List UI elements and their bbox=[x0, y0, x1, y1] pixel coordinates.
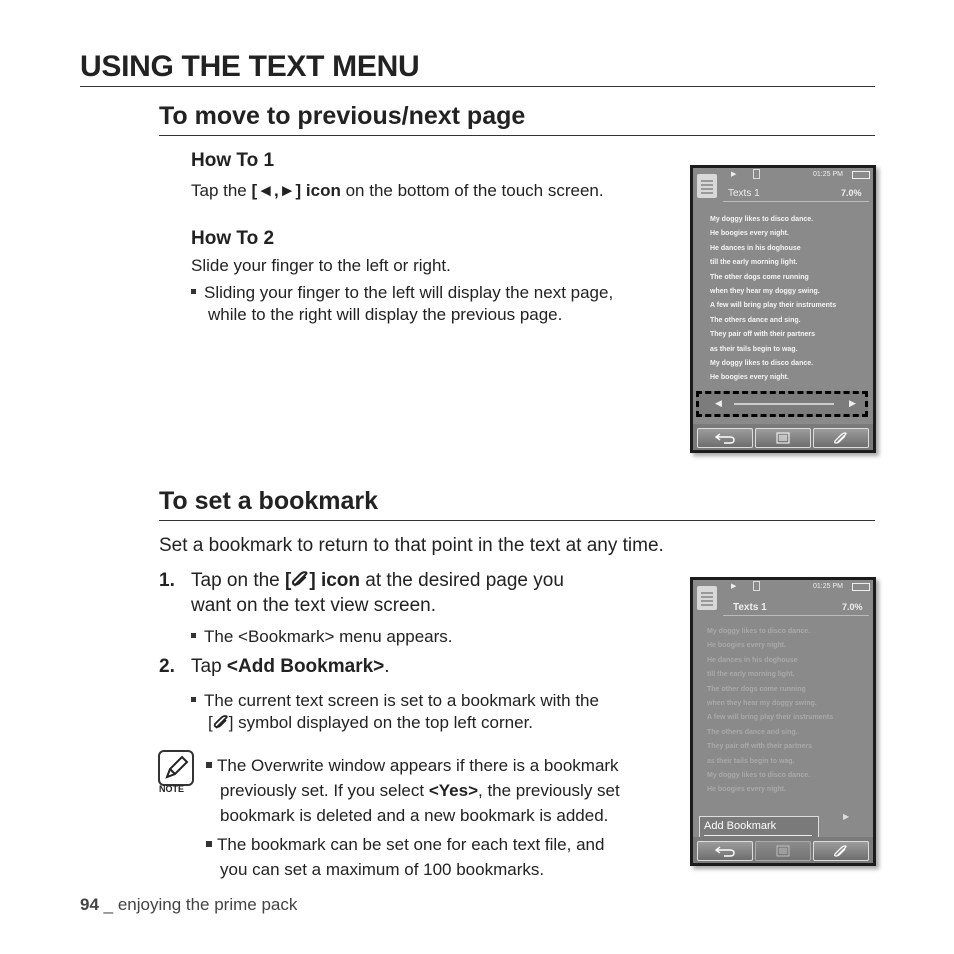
text-line: when they hear my doggy swing. bbox=[707, 700, 817, 708]
text-line: He dances in his doghouse bbox=[707, 656, 798, 664]
text-line: My doggy likes to disco dance. bbox=[707, 772, 811, 780]
text-line: He dances in his doghouse bbox=[710, 244, 801, 252]
paperclip-icon bbox=[291, 570, 309, 588]
back-button[interactable] bbox=[697, 841, 753, 861]
step-2-bullet: The current text screen is set to a bookmark with the [ ] symbol displayed on the top left corner. bbox=[191, 690, 599, 734]
screen-percent: 7.0% bbox=[841, 188, 862, 198]
menu-button[interactable] bbox=[755, 841, 811, 861]
text-line: He boogies every night. bbox=[710, 230, 789, 238]
how-to-1-heading: How To 1 bbox=[191, 150, 275, 171]
page-number: 94 bbox=[80, 895, 99, 914]
prev-page-icon[interactable]: ◀ bbox=[715, 398, 722, 408]
text-line: He boogies every night. bbox=[710, 374, 789, 382]
device-screen-page-nav bbox=[690, 165, 876, 453]
battery-icon bbox=[852, 171, 870, 179]
next-page-icon[interactable]: ▶ bbox=[849, 398, 856, 408]
text-line: The other dogs come running bbox=[707, 685, 806, 693]
how-to-2-text: Slide your finger to the left or right. bbox=[191, 256, 451, 275]
document-icon bbox=[697, 586, 717, 610]
menu-list-icon bbox=[776, 845, 790, 857]
text-line: They pair off with their partners bbox=[710, 331, 816, 339]
section-heading-page-nav: To move to previous/next page bbox=[159, 102, 526, 130]
text-line: till the early morning light. bbox=[707, 671, 795, 679]
step-2: 2. Tap <Add Bookmark>. bbox=[159, 656, 390, 677]
text-line: A few will bring play their instruments bbox=[710, 302, 837, 310]
text-line: as their tails begin to wag. bbox=[710, 345, 798, 353]
how-to-2-bullet: Sliding your finger to the left will display the next page, while to the right will display the previous page. bbox=[191, 282, 613, 326]
text-line: He boogies every night. bbox=[707, 786, 786, 794]
text-line: My doggy likes to disco dance. bbox=[710, 360, 814, 368]
note-item-1: The Overwrite window appears if there is a bookmark previously set. If you select <Yes>, the previously set bookmark is deleted and a new bookmark is added. bbox=[206, 753, 620, 828]
text-line: when they hear my doggy swing. bbox=[710, 288, 820, 296]
section-heading-bookmark: To set a bookmark bbox=[159, 487, 379, 515]
text-line: My doggy likes to disco dance. bbox=[710, 216, 814, 223]
bottom-button-bar bbox=[693, 837, 873, 863]
status-bar bbox=[693, 168, 873, 182]
how-to-2-heading: How To 2 bbox=[191, 228, 275, 249]
clock-time: 01:25 PM bbox=[813, 583, 843, 590]
text-line: The other dogs come running bbox=[710, 273, 809, 281]
page-nav-highlight bbox=[696, 391, 868, 417]
text-line: A few will bring play their instruments bbox=[707, 714, 834, 722]
clock-time: 01:25 PM bbox=[813, 171, 843, 178]
play-icon: ▶ bbox=[731, 171, 737, 178]
note-label: NOTE bbox=[159, 784, 185, 794]
section-rule bbox=[159, 135, 875, 136]
text-line: My doggy likes to disco dance. bbox=[707, 628, 811, 635]
paperclip-bookmark-icon bbox=[833, 432, 849, 444]
battery-icon bbox=[852, 583, 870, 591]
back-button[interactable] bbox=[697, 428, 753, 448]
text-line: till the early morning light. bbox=[710, 259, 798, 267]
status-bar bbox=[693, 580, 873, 594]
progress-track bbox=[734, 403, 834, 405]
document-icon bbox=[697, 174, 717, 198]
text-line: The others dance and sing. bbox=[707, 728, 798, 736]
menu-list-icon bbox=[776, 432, 790, 444]
page-title: USING THE TEXT MENU bbox=[80, 50, 420, 83]
bottom-button-bar bbox=[693, 424, 873, 450]
add-bookmark-label: Add Bookmark bbox=[704, 820, 777, 832]
lock-icon bbox=[753, 581, 760, 591]
note-pencil-icon bbox=[158, 750, 194, 786]
screen-percent: 7.0% bbox=[842, 602, 863, 612]
note-item-2: The bookmark can be set one for each text file, and you can set a maximum of 100 bookmarks. bbox=[206, 832, 604, 882]
text-line: He boogies every night. bbox=[707, 642, 786, 650]
step-1: 1. Tap on the [ ] icon at the desired page you want on the text view screen. bbox=[159, 570, 564, 616]
screen-title: Texts 1 bbox=[728, 188, 760, 199]
how-to-1-text: Tap the [◄,►] icon on the bottom of the touch screen. bbox=[191, 181, 604, 200]
text-lines bbox=[707, 625, 833, 798]
paperclip-bookmark-icon bbox=[833, 845, 849, 857]
text-line: as their tails begin to wag. bbox=[707, 757, 795, 765]
back-icon bbox=[714, 845, 736, 857]
back-icon bbox=[714, 432, 736, 444]
bookmark-button[interactable] bbox=[813, 841, 869, 861]
device-screen-bookmark bbox=[690, 577, 876, 866]
step-1-bullet: The <Bookmark> menu appears. bbox=[191, 626, 453, 648]
paperclip-icon bbox=[213, 714, 229, 730]
text-lines bbox=[710, 213, 836, 386]
bookmark-intro: Set a bookmark to return to that point in the text at any time. bbox=[159, 535, 664, 556]
bookmark-button[interactable] bbox=[813, 428, 869, 448]
text-line: The others dance and sing. bbox=[710, 316, 801, 324]
text-line: They pair off with their partners bbox=[707, 743, 813, 751]
page-footer: 94 _ enjoying the prime pack bbox=[80, 895, 298, 914]
screen-title: Texts 1 bbox=[733, 602, 767, 613]
section-rule bbox=[159, 520, 875, 521]
next-page-icon[interactable]: ▶ bbox=[843, 812, 850, 821]
lock-icon bbox=[753, 169, 760, 179]
play-icon: ▶ bbox=[731, 583, 737, 590]
title-rule bbox=[80, 86, 875, 87]
menu-button[interactable] bbox=[755, 428, 811, 448]
